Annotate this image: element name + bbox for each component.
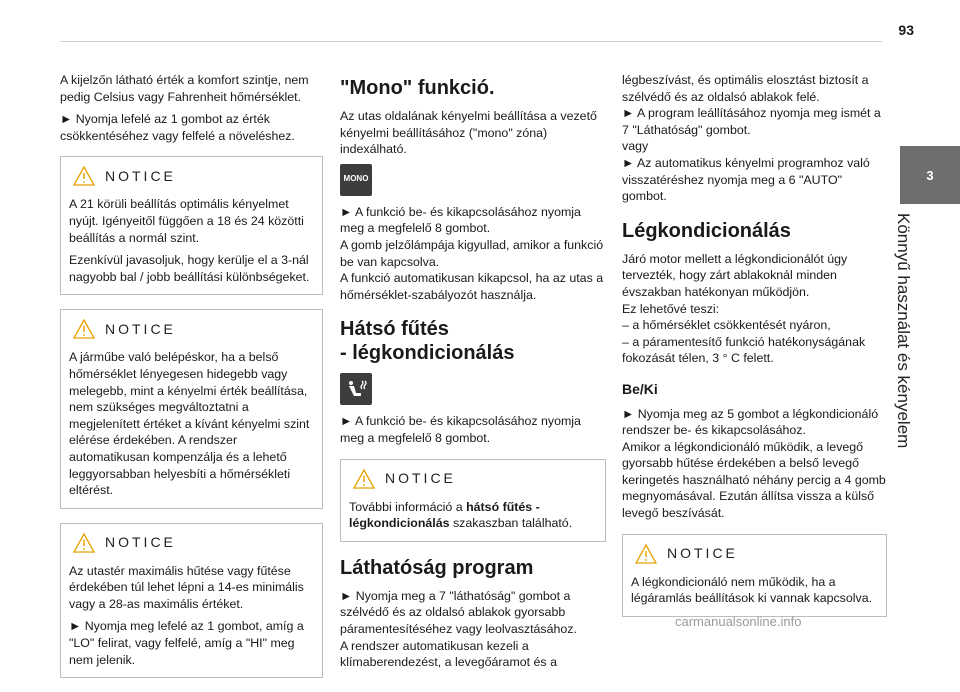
mono-instruction: ► A funkció be- és kikapcsolásához nyomja meg a megfelelő 8 gombot. [340, 204, 581, 236]
onoff-text: Amikor a légkondicionáló működik, a levegő gyorsabb hűtése érdekében a belső levegő keringetés használható néhány percig a 4 gomb megnyomásával. Ezután állítsa vissza a külső levegő beszívását. [622, 439, 886, 521]
onoff-heading: Be/Ki [622, 380, 658, 397]
rear-climate-icon [340, 373, 372, 405]
notice-text: ► Nyomja meg lefelé az 1 gombot, amíg a "LO" felirat, vagy felfelé, amíg a "HI" meg nem jelenik. [69, 619, 304, 667]
column-3 [622, 72, 887, 631]
header-rule [60, 41, 882, 42]
notice-title: NOTICE [105, 321, 176, 338]
notice-title: NOTICE [385, 470, 456, 487]
notice-box-3 [60, 523, 323, 679]
notice-text: Ezenkívül javasoljuk, hogy kerülje el a 3-nál nagyobb bal / jobb beállítási különbségeket. [69, 253, 310, 284]
warning-triangle-icon [73, 319, 95, 339]
rear-instruction: ► A funkció be- és kikapcsolásához nyomja meg a megfelelő 8 gombot. [340, 414, 581, 445]
visibility-cont: ► Az automatikus kényelmi programhoz való visszatéréshez nyomja meg a 6 "AUTO" gombot. [622, 155, 870, 204]
notice-text [349, 499, 597, 532]
ac-text: – a hőmérséklet csökkentését nyáron, [622, 318, 831, 333]
ac-text: – a páramentesítő funkció hatékonyságának fokozását télen, 3 ° C felett. [622, 334, 866, 366]
notice-text: A járműbe való belépéskor, ha a belső hőmérséklet lényegesen hidegebb vagy melegebb, mint a kényelmi érték beállítása, nem szükséges megváltoztatni a megjelenített értéket a kívánt kényelmi szint elérése érdekében. A rendszer automatikusan kompenzálja és a lehető leggyorsabban helyesbíti a hőmérsékleti eltérést. [69, 350, 310, 498]
mono-instruction: A funkció automatikusan kikapcsol, ha az utas a hőmérséklet-szabályozót használja. [340, 271, 604, 302]
mono-instruction: A gomb jelzőlámpája kigyullad, amikor a funkció be van kapcsolva. [340, 237, 604, 269]
notice-text: A légkondicionáló nem működik, ha a légáramlás beállítások ki vannak kapcsolva. [631, 574, 873, 606]
notice-text-part: szakaszban található. [449, 516, 573, 531]
notice-box-rear [340, 459, 606, 542]
ac-heading: Légkondicionálás [622, 219, 791, 242]
notice-link-text: hátsó fűtés - légkondicionálás [349, 499, 540, 531]
notice-title: NOTICE [105, 534, 176, 551]
chapter-label: Könnyű használat és kényelem [894, 213, 913, 449]
warning-triangle-icon [635, 544, 657, 564]
ac-text: Járó motor mellett a légkondicionálót úgy tervezték, hogy zárt ablakoknál minden évszakban hatékonyan működjön. [622, 251, 848, 299]
onoff-instruction: ► Nyomja meg az 5 gombot a légkondicionáló rendszer be- és kikapcsolásához. [622, 406, 879, 438]
notice-text: Az utastér maximális hűtése vagy fűtése érdekében túl lehet lépni a 14-es minimális vagy a 28-as maximális értéket. [69, 563, 304, 611]
notice-text-part: További információ a [349, 499, 467, 514]
mono-heading: "Mono" funkció. [340, 77, 495, 99]
chapter-tab[interactable]: 3 [900, 146, 960, 204]
warning-triangle-icon [73, 533, 95, 553]
intro-text-2: ► Nyomja lefelé az 1 gombot az érték csökkentéséhez vagy felfelé a növeléshez. [60, 112, 295, 143]
rear-heading [340, 317, 606, 365]
notice-title: NOTICE [105, 168, 176, 185]
warning-triangle-icon [353, 469, 375, 489]
notice-box-2 [60, 309, 323, 508]
intro-text-1: A kijelzőn látható érték a komfort szintje, nem pedig Celsius vagy Fahrenheit hőmérséklet. [60, 73, 309, 104]
visibility-cont: vagy [622, 139, 649, 154]
visibility-cont: ► A program leállításához nyomja meg ismét a 7 "Láthatóság" gombot. [622, 106, 881, 137]
ac-text: Ez lehetővé teszi: [622, 301, 720, 316]
page-number: 93 [898, 22, 914, 38]
rear-heading-line-1: Hátsó fűtés [340, 318, 449, 341]
notice-box-1 [60, 156, 323, 295]
notice-box-ac [622, 534, 887, 617]
rear-heading-line-2: - légkondicionálás [340, 342, 515, 365]
visibility-heading: Láthatóság program [340, 556, 534, 579]
notice-title: NOTICE [667, 545, 738, 562]
column-2 [340, 72, 606, 677]
notice-text: A 21 körüli beállítás optimális kényelmet nyújt. Igényeitől függően a 18 és 24 közötti beállítás a normál szint. [69, 197, 304, 245]
column-1 [60, 72, 323, 692]
warning-triangle-icon [73, 166, 95, 186]
watermark: carmanualsonline.info [675, 614, 802, 629]
mono-text: Az utas oldalának kényelmi beállítása a vezető kényelmi beállításához ("mono" zóna) indexálható. [340, 109, 597, 157]
mono-button-icon: MONO [340, 164, 372, 196]
visibility-text: A rendszer automatikusan kezeli a klímaberendezést, a levegőáramot és a [340, 638, 557, 670]
visibility-instruction: ► Nyomja meg a 7 "láthatóság" gombot a szélvédő és az oldalsó ablakok gyorsabb páramentesítéséhez vagy leolvasztásához. [340, 588, 577, 636]
visibility-cont: légbeszívást, és optimális elosztást biztosít a szélvédő és az oldalsó ablakok felé. [622, 73, 869, 104]
